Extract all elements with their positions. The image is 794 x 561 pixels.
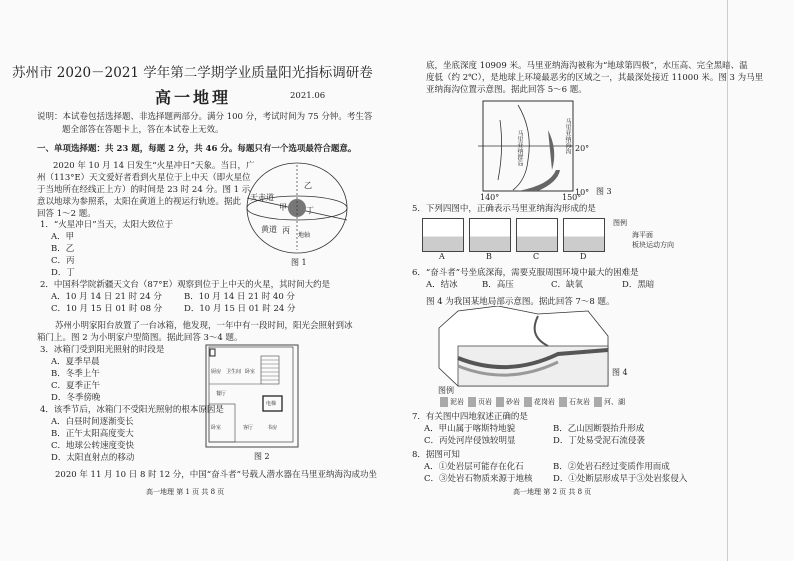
- figure-1-celestial-sphere: [242, 160, 352, 260]
- fig1-label: 甲: [279, 203, 287, 212]
- question-stem: 4．该季节后，冰箱门不受阳光照射的根本原因是: [40, 405, 224, 415]
- option: D．冬季傍晚: [51, 393, 101, 403]
- room-label: 电梯: [266, 401, 277, 407]
- legend-item: 板块运动方向: [632, 241, 674, 249]
- panel-label: C: [533, 252, 540, 261]
- passage-line: 意以地球为参照系，太阳在黄道上的视运行轨迹。据此: [37, 197, 242, 207]
- option: B．冬季上午: [51, 369, 100, 379]
- figure-caption: 图 3: [596, 187, 612, 196]
- option: C．③处岩石物质来源于地核: [424, 474, 533, 484]
- room-label: 卧室: [245, 369, 256, 375]
- option: D．10 月 15 日 01 时 24 分: [184, 304, 296, 314]
- option: A．白昼时间逐渐变长: [51, 417, 134, 427]
- lon-label: 150°: [562, 193, 582, 202]
- option: C．丙处河岸侵蚀较明显: [424, 436, 516, 446]
- passage-line: 于当地所在经线正上方）的时间是 23 时 24 分。图 1 示: [37, 185, 251, 195]
- fig1-label: 黄道: [261, 225, 277, 234]
- panel-label: B: [486, 252, 492, 261]
- option: A．结冰: [426, 280, 458, 290]
- option: A．夏季早晨: [51, 357, 100, 367]
- room-label: 客厅: [243, 425, 254, 431]
- option: B．高压: [482, 280, 514, 290]
- figure-caption: 图 2: [254, 452, 270, 461]
- question-stem: 1．“火星冲日”当天，太阳大致位于: [40, 220, 174, 230]
- legend-item: 海平面: [632, 231, 653, 239]
- option: A．甲山属于喀斯特地貌: [424, 424, 516, 434]
- panel-label: A: [439, 252, 445, 261]
- question-stem: 7．有关图中四地叙述正确的是: [412, 412, 528, 422]
- lat-label: 10°: [575, 188, 590, 197]
- legend-title: 图例: [613, 219, 627, 227]
- subject-title: 高一地理: [155, 88, 232, 107]
- passage-line: 底，坐底深度 10909 米。马里亚纳海沟被称为“地球第四极”，水压高、完全黑暗、温: [426, 61, 748, 71]
- instructions-line: 说明：本试卷包括选择题、非选择题两部分。满分 100 分，考试时间为 75 分钟。考生答: [37, 112, 373, 122]
- passage-line: 苏州小明家阳台放置了一台冰箱，他发现，一年中有一段时间，阳光会照射到冰: [55, 321, 353, 331]
- page-footer: 高一地理 第 1 页 共 8 页: [146, 488, 225, 496]
- legend-item: 砂岩: [496, 397, 520, 407]
- map-label-islands: 马里亚纳群岛: [516, 130, 523, 166]
- fig1-label: 丙: [282, 226, 290, 235]
- option: D．①处断层形成早于③处岩浆侵入: [553, 474, 688, 484]
- room-label: 卫生间: [226, 369, 242, 375]
- legend-item: 泥岩: [440, 397, 464, 407]
- panel-label: D: [580, 252, 587, 261]
- room-label: 卧室: [211, 425, 222, 431]
- diagram-panel-c: [516, 218, 558, 252]
- figure-caption: 图 1: [291, 258, 307, 267]
- option: B．乙山因断裂抬升形成: [553, 424, 645, 434]
- lon-label: 140°: [480, 193, 500, 202]
- lat-label: 20°: [575, 144, 590, 153]
- passage-line: 图 4 为我国某地局部示意图。据此回答 7～8 题。: [426, 297, 615, 307]
- question-stem: 5．下列四图中，正确表示马里亚纳海沟形成的是: [412, 204, 596, 214]
- option: B．乙: [51, 244, 75, 254]
- diagram-panel-a: [422, 218, 464, 252]
- fig1-label: 天赤道: [250, 193, 274, 202]
- question-stem: 3．冰箱门受到阳光照射的时段是: [40, 345, 165, 355]
- section-heading: 一、单项选择题：共 23 题，每题 2 分，共 46 分。每题只有一个选项最符合题意。: [37, 144, 357, 154]
- option: C．丙: [51, 256, 75, 266]
- fig1-label: 地轴: [298, 232, 311, 239]
- room-label: 书房: [267, 425, 278, 431]
- map-label-trench: 马里亚纳海沟: [564, 118, 571, 154]
- option: C．夏季正午: [51, 381, 101, 391]
- option: C．缺氧: [551, 280, 584, 290]
- option: B．②处岩石经过变质作用而成: [553, 462, 670, 472]
- option: B．10 月 14 日 21 时 40 分: [184, 292, 295, 302]
- diagram-panel-d: [563, 218, 605, 252]
- figure-4-block-diagram: [438, 306, 610, 388]
- question-stem: 2．中国科学院新疆天文台（87°E）观察到位于上中天的火星，其时间大约是: [40, 280, 331, 290]
- option: A．10 月 14 日 21 时 24 分: [51, 292, 162, 302]
- passage-line: 2020 年 10 月 14 日发生“火星冲日”天象。当日，广: [53, 161, 255, 171]
- passage-line: 州（113°E）天文爱好者看到火星位于上中天（即火星位: [37, 173, 251, 183]
- option: B．正午太阳高度变大: [51, 429, 134, 439]
- room-label: 餐厅: [216, 391, 227, 397]
- page-footer: 高一地理 第 2 页 共 8 页: [513, 488, 592, 496]
- figure-caption: 图 4: [612, 368, 628, 377]
- passage-line: 亚纳海沟位置示意图。据此回答 5～6 题。: [426, 85, 587, 95]
- legend-item: 页岩: [468, 397, 492, 407]
- exam-title: 苏州市 2020－2021 学年第二学期学业质量阳光指标调研卷: [12, 65, 373, 81]
- passage-line: 度低（约 2℃），是地球上环境最恶劣的区域之一，其最深处接近 11000 米。图 3 为马里: [426, 73, 764, 83]
- legend-title: 图例: [438, 386, 454, 395]
- diagram-panel-b: [469, 218, 511, 252]
- room-label: 厨房: [211, 369, 222, 375]
- exam-date: 2021.06: [290, 91, 326, 101]
- passage-line: 2020 年 11 月 10 日 8 时 12 分，中国“奋斗者”号载人潜水器在马里亚纳海沟成功坐: [55, 470, 377, 480]
- option: A．甲: [51, 232, 75, 242]
- option: A．①处岩层可能存在化石: [424, 462, 524, 472]
- question-stem: 8．据图可知: [412, 450, 460, 460]
- instructions-line: 题全部答在答题卡上，答在本试卷上无效。: [62, 125, 224, 135]
- page-edge: [727, 0, 728, 561]
- passage-line: 回答 1～2 题。: [37, 209, 96, 219]
- fig1-label: 丁: [306, 206, 314, 215]
- option: D．太阳直射点的移动: [51, 453, 135, 463]
- legend-item: 花岗岩: [524, 397, 555, 407]
- fig1-label: 乙: [304, 181, 312, 190]
- question-stem: 6．“奋斗者”号坐底深海，需要克服周围环境中最大的困难是: [412, 268, 639, 278]
- legend-item: 石灰岩: [559, 397, 590, 407]
- option: C．10 月 15 日 01 时 08 分: [51, 304, 163, 314]
- option: D．黑暗: [622, 280, 655, 290]
- legend-item: 河、湖: [594, 397, 625, 407]
- option: C．地球公转速度变快: [51, 441, 135, 451]
- passage-line: 箱门上。图 2 为小明家户型简图。据此回答 3～4 题。: [37, 333, 243, 343]
- option: D．丁: [51, 268, 75, 278]
- option: D．丁处易受泥石流侵袭: [553, 436, 645, 446]
